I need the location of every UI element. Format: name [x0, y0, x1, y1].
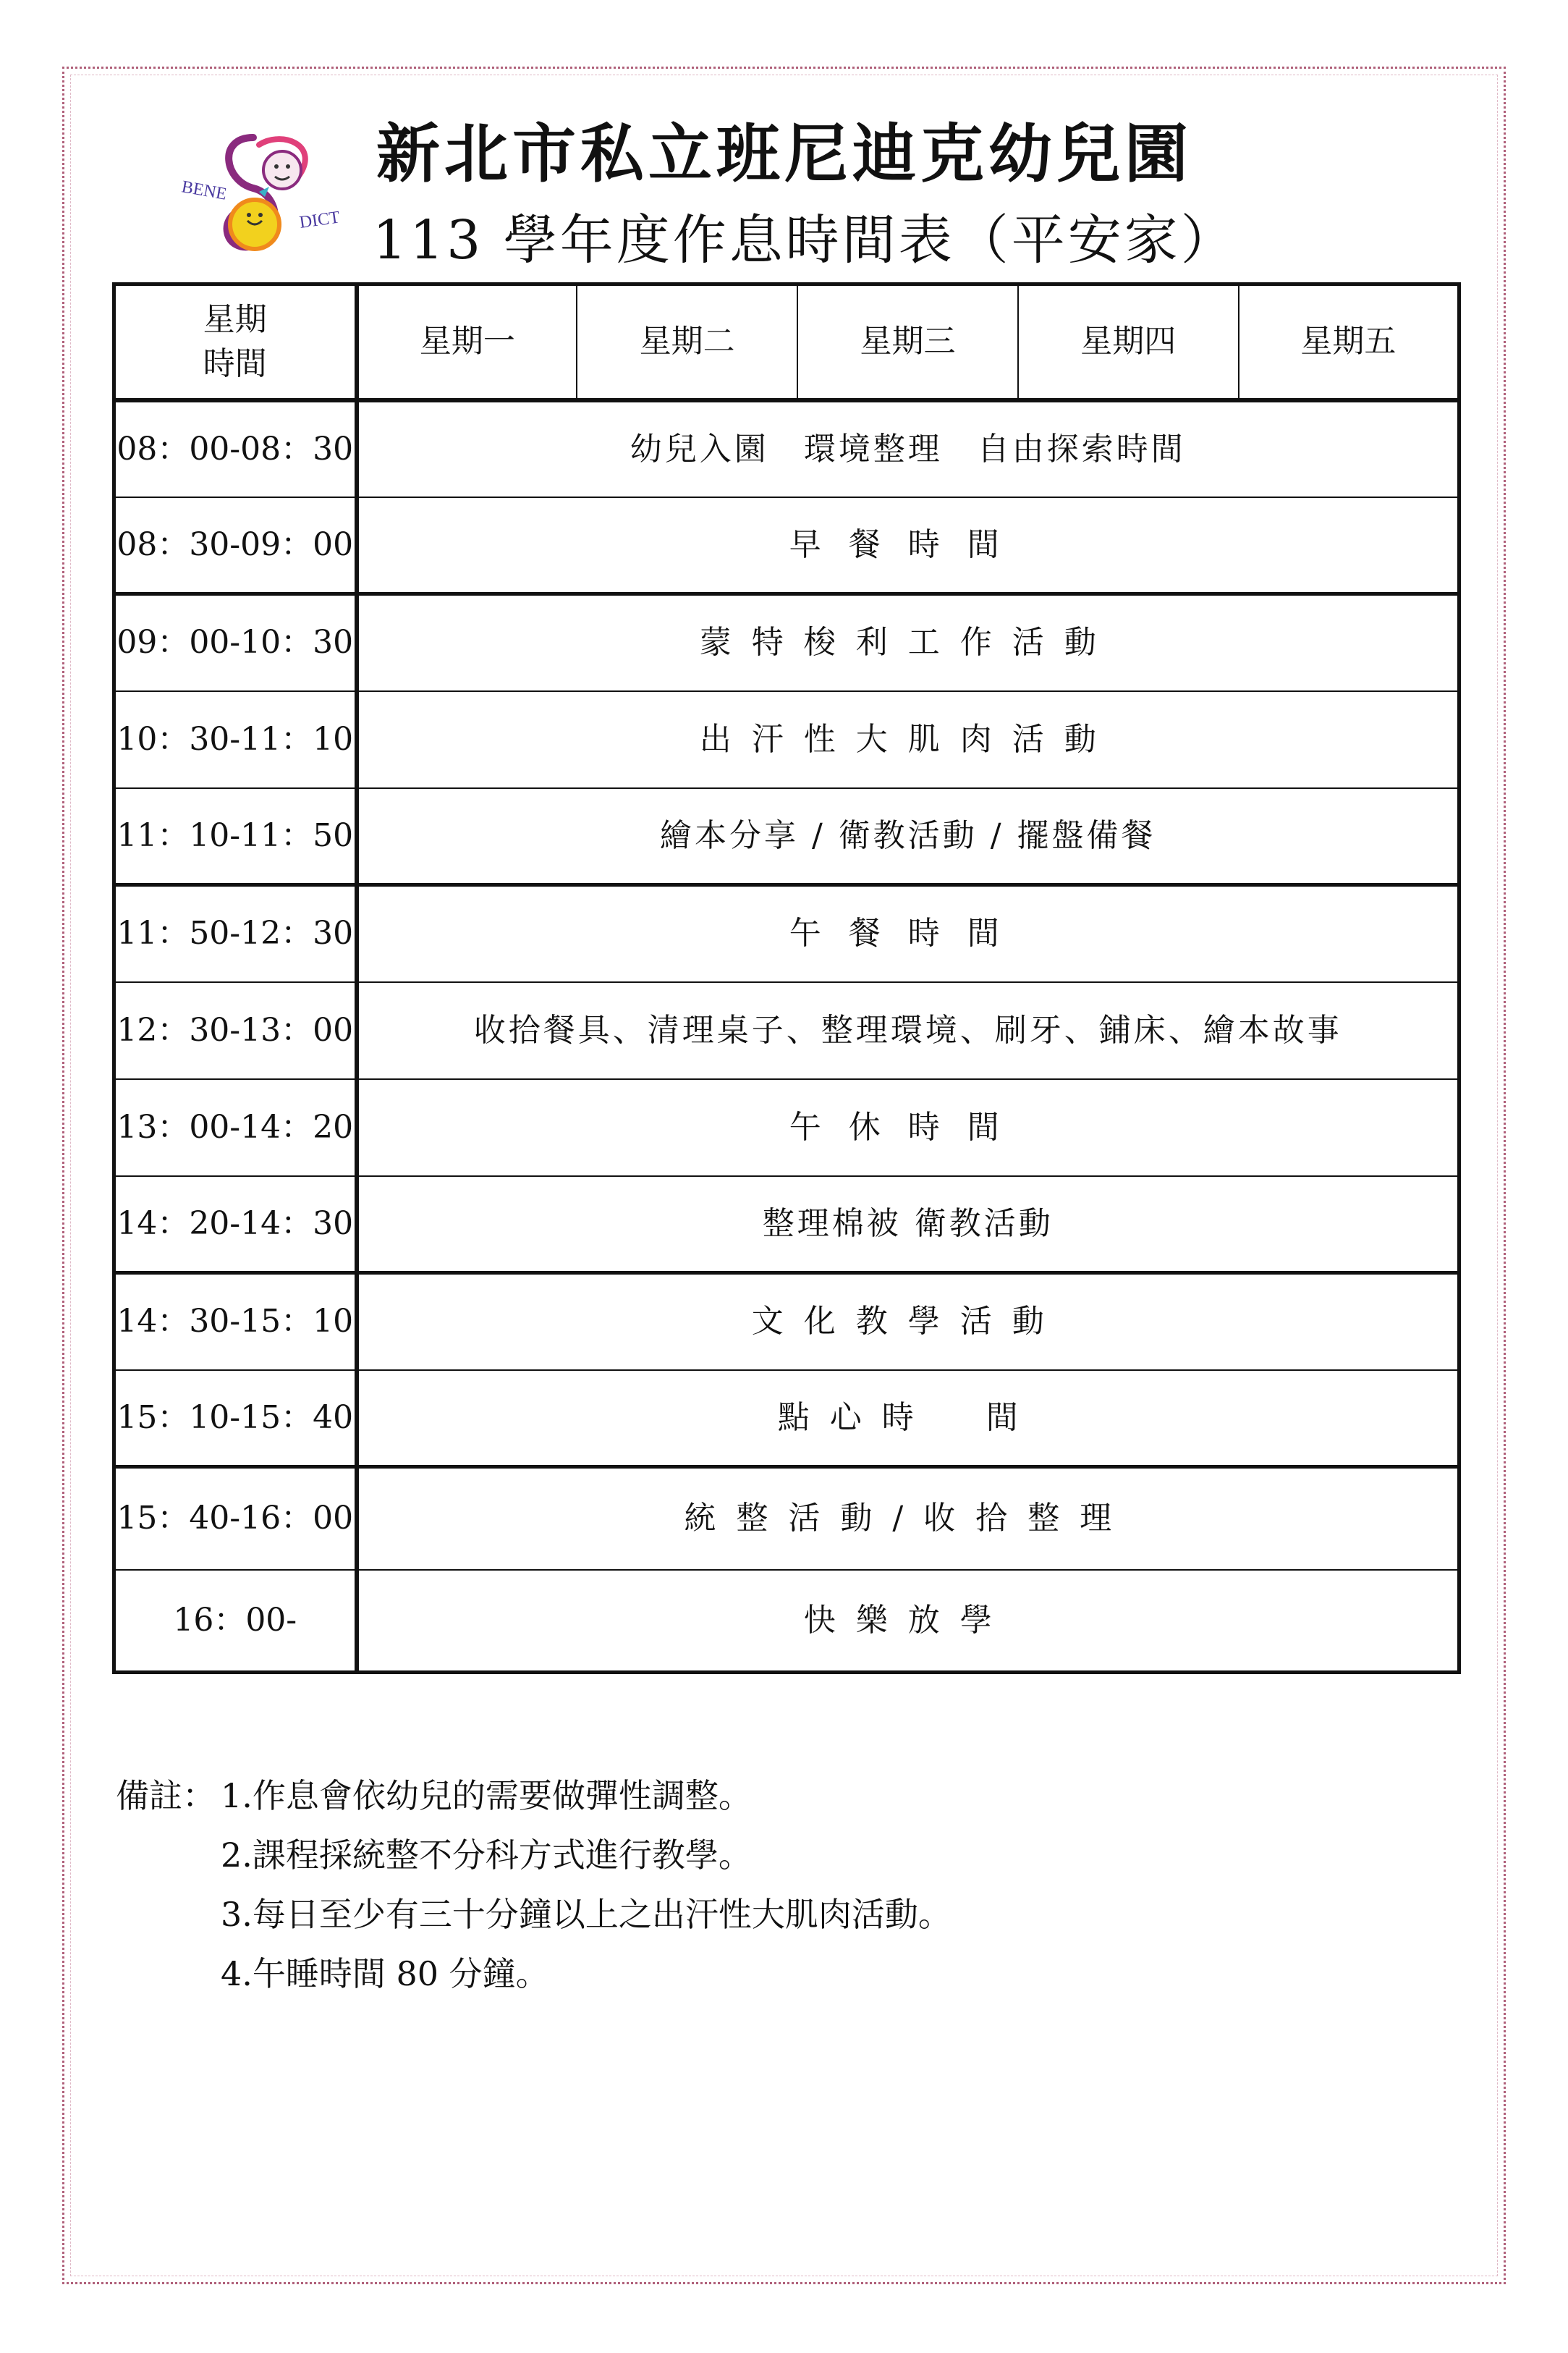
table-row [114, 1570, 1459, 1673]
activity-cell: 收拾餐具、清理桌子、整理環境、刷牙、鋪床、繪本故事 [357, 982, 1459, 1079]
benedict-logo-icon [174, 123, 347, 257]
time-cell: 11：50-12：30 [114, 885, 357, 982]
time-cell: 11：10-11：50 [114, 788, 357, 885]
table-row [114, 497, 1459, 594]
note-item [116, 1885, 952, 1944]
table-row [114, 982, 1459, 1079]
time-cell: 10：30-11：10 [114, 691, 357, 788]
activity-cell: 快樂放學 [357, 1570, 1459, 1673]
corner-header-time-label: 時間 [203, 345, 267, 383]
activity-cell: 文化教學活動 [357, 1273, 1459, 1370]
notes-section [116, 1766, 952, 2003]
time-cell: 14：20-14：30 [114, 1176, 357, 1273]
activity-cell: 整理棉被 衛教活動 [357, 1176, 1459, 1273]
activity-cell: 幼兒入園 環境整理 自由探索時間 [357, 400, 1459, 497]
activity-cell: 統整活動/收拾整理 [357, 1467, 1459, 1570]
table-row [114, 594, 1459, 691]
notes-label: 備註： [116, 1776, 216, 1815]
table-row [114, 691, 1459, 788]
day-header-fri: 星期五 [1239, 284, 1459, 400]
note-text: 2.課程採統整不分科方式進行教學。 [221, 1835, 752, 1875]
note-item [116, 1766, 952, 1825]
time-cell: 14：30-15：10 [114, 1273, 357, 1370]
corner-header-day-label: 星期 [203, 300, 267, 338]
activity-cell: 繪本分享 / 衛教活動 / 擺盤備餐 [357, 788, 1459, 885]
note-item [116, 1944, 952, 2003]
time-cell: 15：10-15：40 [114, 1370, 357, 1467]
activity-cell: 出汗性大肌肉活動 [357, 691, 1459, 788]
table-row [114, 885, 1459, 982]
activity-cell: 午休時間 [357, 1079, 1459, 1176]
day-header-wed: 星期三 [797, 284, 1018, 400]
time-cell: 09：00-10：30 [114, 594, 357, 691]
table-row [114, 1273, 1459, 1370]
note-item [116, 1825, 952, 1885]
activity-cell: 午餐時間 [357, 885, 1459, 982]
activity-cell: 蒙特梭利工作活動 [357, 594, 1459, 691]
time-cell: 08：30-09：00 [114, 497, 357, 594]
note-text: 1.作息會依幼兒的需要做彈性調整。 [221, 1776, 752, 1815]
table-row [114, 400, 1459, 497]
table-row [114, 1079, 1459, 1176]
page-subtitle: 113 學年度作息時間表（平安家） [373, 209, 1237, 271]
page-title: 新北市私立班尼迪克幼兒園 [376, 116, 1193, 191]
day-header-thu: 星期四 [1018, 284, 1239, 400]
time-cell: 08：00-08：30 [114, 400, 357, 497]
day-header-tue: 星期二 [577, 284, 797, 400]
time-cell: 13：00-14：20 [114, 1079, 357, 1176]
table-header-row [114, 284, 1459, 400]
corner-header-cell [114, 284, 357, 400]
time-cell: 16：00- [114, 1570, 357, 1673]
table-row [114, 788, 1459, 885]
svg-text:BENE: BENE [179, 177, 229, 204]
activity-cell: 點心時 間 [357, 1370, 1459, 1467]
note-text: 4.午睡時間 80 分鐘。 [221, 1954, 549, 1993]
activity-cell: 早餐時間 [357, 497, 1459, 594]
table-row [114, 1467, 1459, 1570]
day-header-mon: 星期一 [357, 284, 577, 400]
note-text: 3.每日至少有三十分鐘以上之出汗性大肌肉活動。 [221, 1895, 952, 1934]
time-cell: 15：40-16：00 [114, 1467, 357, 1570]
time-cell: 12：30-13：00 [114, 982, 357, 1079]
table-row [114, 1176, 1459, 1273]
table-row [114, 1370, 1459, 1467]
svg-text:DICT: DICT [298, 208, 342, 232]
schedule-table [112, 282, 1461, 1674]
